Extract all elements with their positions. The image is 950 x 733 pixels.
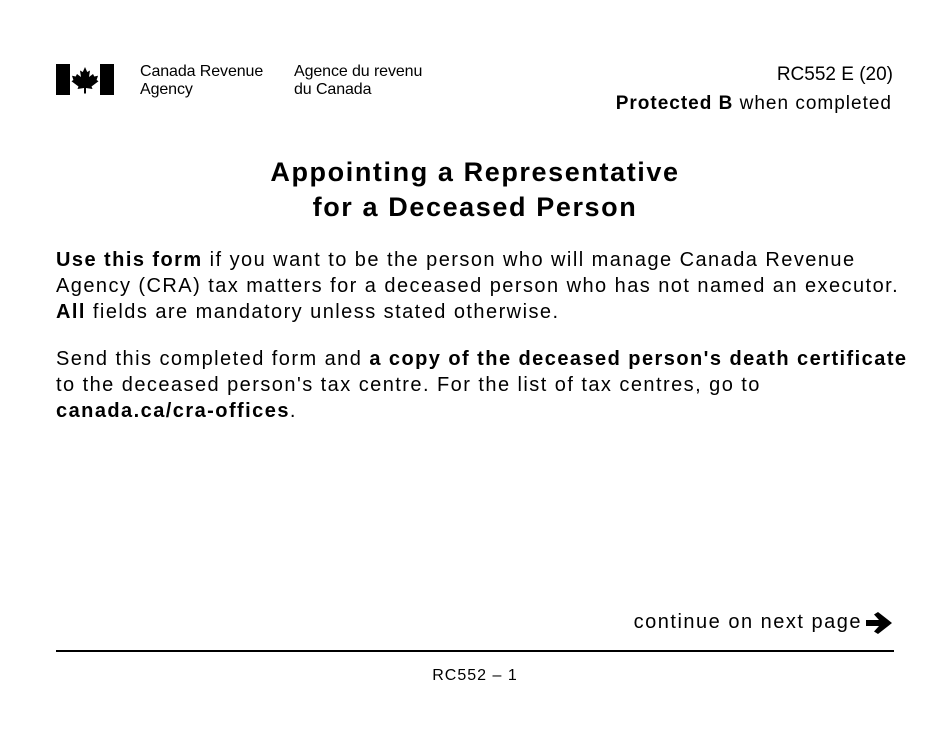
agency-name-french [294,63,422,99]
all-label: All [56,301,86,323]
use-this-form-label: Use this form [56,249,203,271]
continue-label: continue on next page [633,611,862,633]
submission-text-1: Send this completed form and [56,348,370,370]
footer-divider [56,650,894,652]
continue-next-page [634,611,892,634]
submission-text-3: . [289,400,297,422]
page-number: RC552 – 1 [432,667,518,684]
canada-flag-icon [56,64,114,95]
agency-fr-line2: du Canada [294,81,372,98]
instructions-paragraph [56,247,916,325]
page-title [0,155,950,225]
agency-name-english [140,63,263,99]
submission-paragraph [56,346,916,424]
submission-text-2: to the deceased person's tax centre. For the list of tax centres, go to [56,374,761,396]
death-certificate-label: a copy of the deceased person's death certificate [369,348,908,370]
protected-label: Protected B [615,93,734,114]
agency-en-line1: Canada Revenue [140,63,264,80]
agency-en-line2: Agency [140,81,193,98]
instructions-text-1: if you want to be the person who will manage Canada Revenue Agency (CRA) tax matters for a deceased person who has not named an executor. [56,249,900,297]
form-number: RC552 E (20) [776,64,893,85]
title-line2: for a Deceased Person [312,192,638,222]
instructions-text-2: fields are mandatory unless stated otherwise. [85,301,560,323]
protected-notice [616,93,892,115]
cra-offices-link[interactable]: canada.ca/cra-offices [56,400,290,422]
agency-fr-line1: Agence du revenu [294,63,423,80]
protected-suffix: when completed [739,93,892,114]
title-line1: Appointing a Representative [270,157,680,187]
arrow-right-icon [866,612,892,634]
